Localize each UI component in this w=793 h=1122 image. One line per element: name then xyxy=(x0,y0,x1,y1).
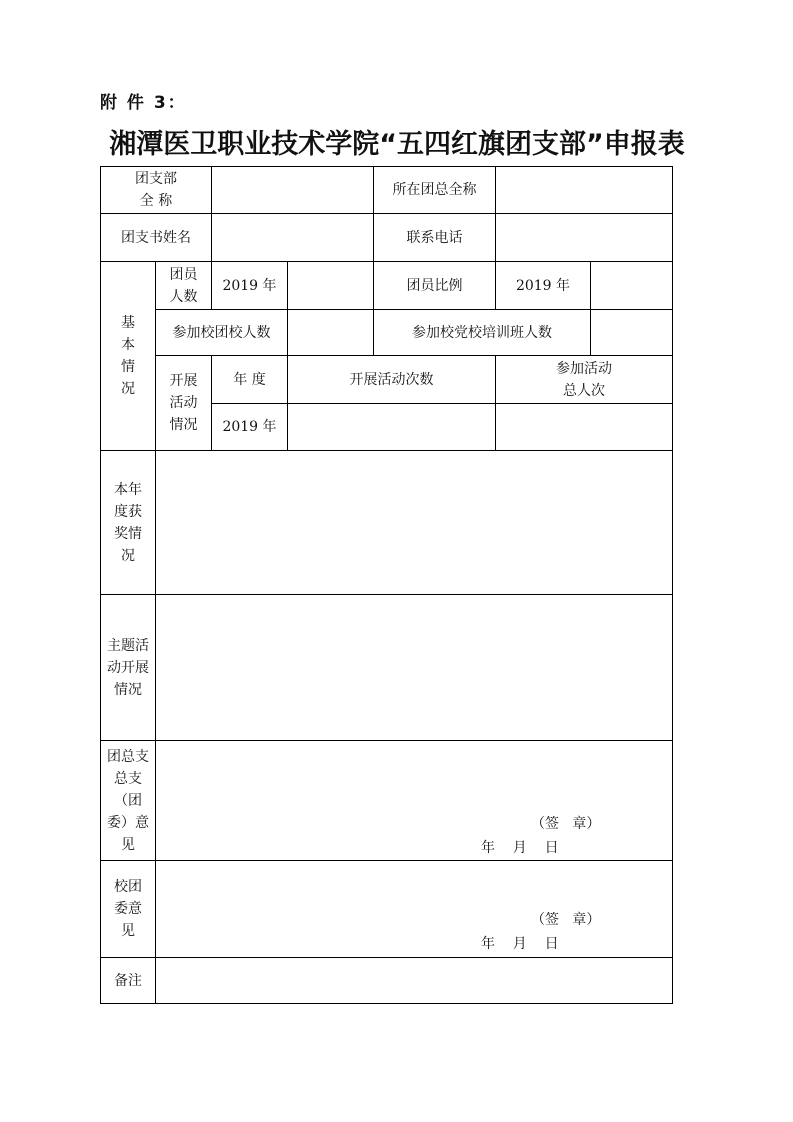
branch-name-field[interactable] xyxy=(212,167,374,214)
general-branch-opinion-field[interactable] xyxy=(156,741,673,861)
phone-label: 联系电话 xyxy=(374,214,496,262)
signature-stamp-text: （签 章） xyxy=(531,912,601,928)
participants-label: 参加活动 总人次 xyxy=(496,356,673,404)
party-training-field[interactable] xyxy=(591,310,673,356)
remarks-field[interactable] xyxy=(156,958,673,1004)
activity-count-field[interactable] xyxy=(288,404,496,451)
remarks-label: 备注 xyxy=(101,958,156,1004)
signature-date-text: 年 月 日 xyxy=(481,840,559,856)
members-count-field[interactable] xyxy=(288,262,374,310)
member-ratio-label: 团员比例 xyxy=(374,262,496,310)
awards-label: 本年 度获 奖情 况 xyxy=(101,451,156,595)
theme-activity-label: 主题活 动开展 情况 xyxy=(101,595,156,741)
awards-field[interactable] xyxy=(156,451,673,595)
activity-count-label: 开展活动次数 xyxy=(288,356,496,404)
branch-name-label: 团支部 全 称 xyxy=(101,167,212,214)
secretary-label: 团支书姓名 xyxy=(101,214,212,262)
application-form-table xyxy=(100,166,673,1004)
members-year-label: 2019 年 xyxy=(212,262,288,310)
general-branch-opinion-label: 团总支 总支 （团 委）意 见 xyxy=(101,741,156,861)
members-count-label: 团员 人数 xyxy=(156,262,212,310)
signature-date-text: 年 月 日 xyxy=(481,936,559,952)
theme-activity-field[interactable] xyxy=(156,595,673,741)
phone-field[interactable] xyxy=(496,214,673,262)
school-league-opinion-field[interactable] xyxy=(156,861,673,958)
party-training-label: 参加校党校培训班人数 xyxy=(374,310,591,356)
ratio-year-label: 2019 年 xyxy=(496,262,591,310)
form-title: 湘潭医卫职业技术学院“五四红旗团支部”申报表 xyxy=(109,129,685,160)
member-ratio-field[interactable] xyxy=(591,262,673,310)
school-league-opinion-label: 校团 委意 见 xyxy=(101,861,156,958)
activity-year-label: 2019 年 xyxy=(212,404,288,451)
signature-stamp-text: （签 章） xyxy=(531,816,601,832)
general-branch-label: 所在团总全称 xyxy=(374,167,496,214)
basic-info-label: 基 本 情 况 xyxy=(101,262,156,451)
general-branch-field[interactable] xyxy=(496,167,673,214)
school-league-field[interactable] xyxy=(288,310,374,356)
attachment-label: 附 件 3： xyxy=(100,93,187,113)
school-league-label: 参加校团校人数 xyxy=(156,310,288,356)
participants-field[interactable] xyxy=(496,404,673,451)
secretary-field[interactable] xyxy=(212,214,374,262)
year-header-label: 年 度 xyxy=(212,356,288,404)
activities-label: 开展 活动 情况 xyxy=(156,356,212,451)
